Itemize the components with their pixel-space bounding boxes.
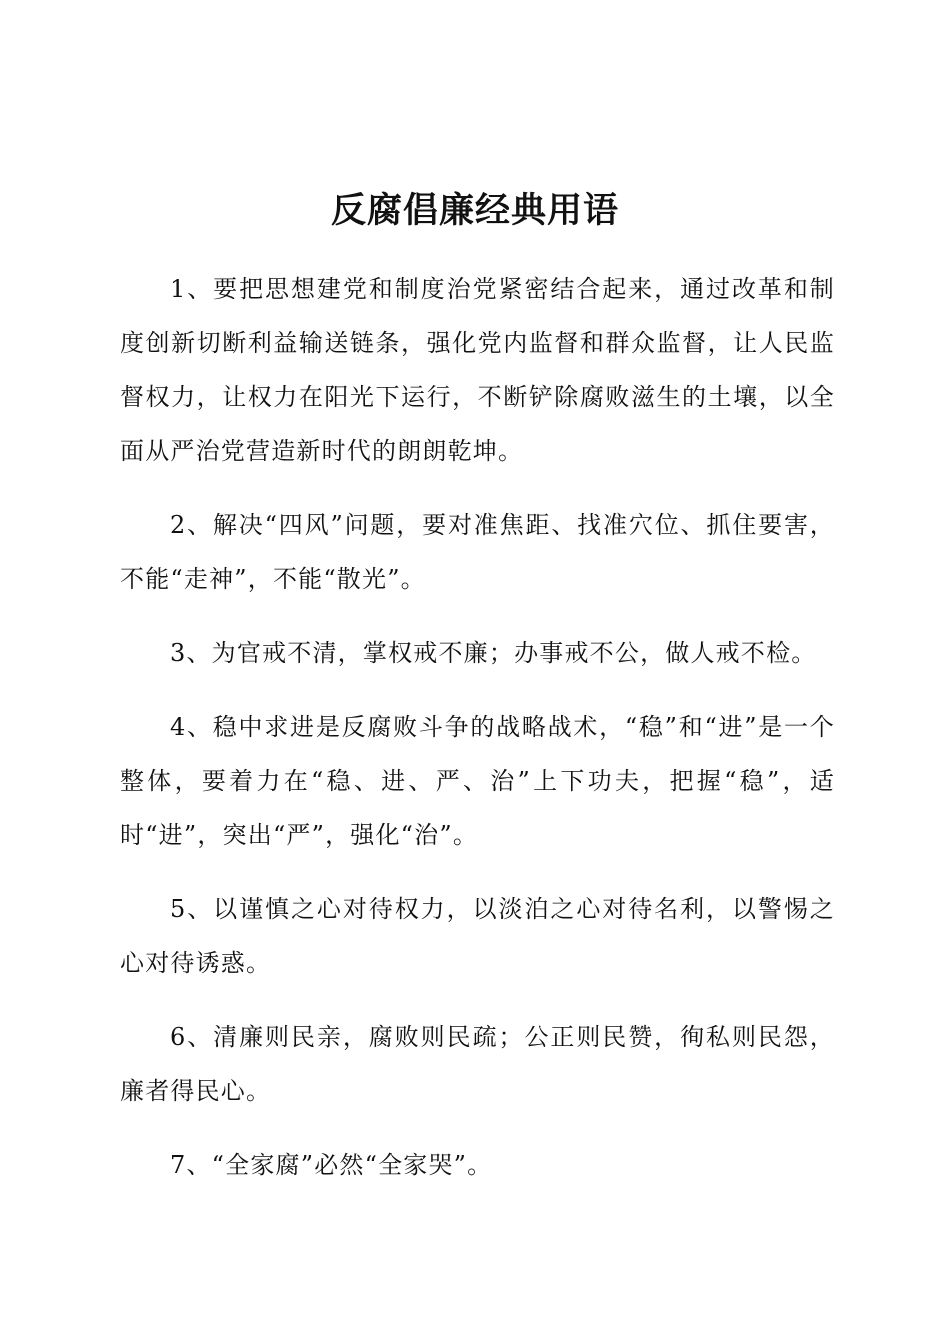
document-title: 反腐倡廉经典用语 <box>330 190 619 231</box>
paragraph-6: 6、清廉则民亲，腐败则民疏；公正则民赞，徇私则民怨，廉者得民心。 <box>120 1023 835 1105</box>
paragraph-7: 7、“全家腐”必然“全家哭”。 <box>170 1151 493 1179</box>
paragraph-2: 2、解决“四风”问题，要对准焦距、找准穴位、抓住要害，不能“走神”，不能“散光”。 <box>120 511 835 593</box>
paragraph-4: 4、稳中求进是反腐败斗争的战略战术，“稳”和“进”是一个整体，要着力在“稳、进、严、治”上下功夫，把握“稳”，适时“进”，突出“严”，强化“治”。 <box>120 713 835 849</box>
paragraph-1: 1、要把思想建党和制度治党紧密结合起来，通过改革和制度创新切断利益输送链条，强化党内监督和群众监督，让人民监督权力，让权力在阳光下运行，不断铲除腐败滋生的土壤，以全面从严治党营造新时代的朗朗乾坤。 <box>120 275 835 465</box>
paragraph-3: 3、为官戒不清，掌权戒不廉；办事戒不公，做人戒不检。 <box>170 639 817 667</box>
document-body <box>120 262 835 1212</box>
paragraph-5: 5、以谨慎之心对待权力，以淡泊之心对待名利，以警惕之心对待诱惑。 <box>120 895 835 977</box>
